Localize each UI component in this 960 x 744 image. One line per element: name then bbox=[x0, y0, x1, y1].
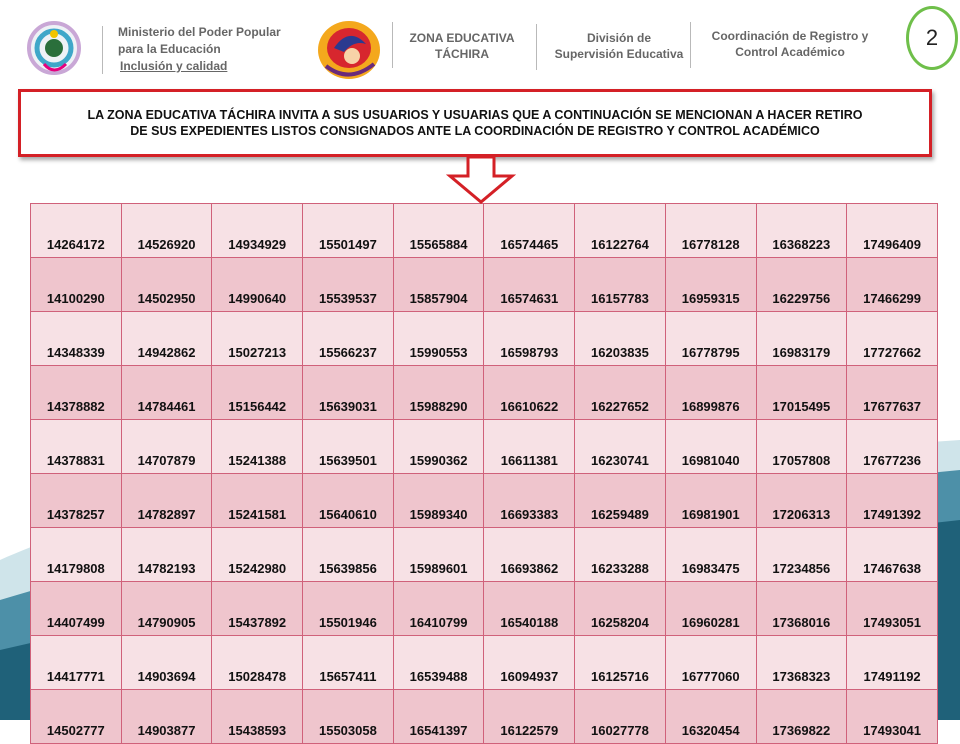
table-cell: 16539488 bbox=[393, 636, 484, 690]
table-cell: 15438593 bbox=[212, 690, 303, 744]
notice-banner bbox=[18, 89, 932, 157]
table-cell: 15539537 bbox=[303, 258, 394, 312]
table-row bbox=[31, 474, 938, 528]
table-cell: 16574631 bbox=[484, 258, 575, 312]
ministerio-logo bbox=[26, 20, 82, 82]
notice-line-2: DE SUS EXPEDIENTES LISTOS CONSIGNADOS ANTE LA COORDINACIÓN DE REGISTRO Y CONTROL ACADÉMICO bbox=[130, 124, 820, 138]
table-cell: 16960281 bbox=[665, 582, 756, 636]
header-divider bbox=[690, 22, 691, 68]
table-cell: 16611381 bbox=[484, 420, 575, 474]
table-cell: 15156442 bbox=[212, 366, 303, 420]
table-row bbox=[31, 258, 938, 312]
table-row bbox=[31, 528, 938, 582]
table-row bbox=[31, 312, 938, 366]
table-cell: 16541397 bbox=[393, 690, 484, 744]
table-cell: 16094937 bbox=[484, 636, 575, 690]
table-cell: 14348339 bbox=[31, 312, 122, 366]
table-cell: 16027778 bbox=[575, 690, 666, 744]
table-cell: 16981040 bbox=[665, 420, 756, 474]
table-cell: 15988290 bbox=[393, 366, 484, 420]
table-cell: 15241581 bbox=[212, 474, 303, 528]
table-cell: 14784461 bbox=[121, 366, 212, 420]
header-divider bbox=[102, 26, 103, 74]
table-cell: 14502950 bbox=[121, 258, 212, 312]
table-cell: 15640610 bbox=[303, 474, 394, 528]
division-title bbox=[546, 30, 692, 62]
table-cell: 15501946 bbox=[303, 582, 394, 636]
ministerio-line-2: para la Educación bbox=[118, 42, 221, 56]
table-cell: 16959315 bbox=[665, 258, 756, 312]
table-cell: 16777060 bbox=[665, 636, 756, 690]
table-row bbox=[31, 690, 938, 744]
table-cell: 17057808 bbox=[756, 420, 847, 474]
table-cell: 15639501 bbox=[303, 420, 394, 474]
table-cell: 15565884 bbox=[393, 204, 484, 258]
table-cell: 17493041 bbox=[847, 690, 938, 744]
table-cell: 17466299 bbox=[847, 258, 938, 312]
table-cell: 15989340 bbox=[393, 474, 484, 528]
header bbox=[0, 0, 960, 88]
table-cell: 16778128 bbox=[665, 204, 756, 258]
expedientes-table bbox=[30, 203, 938, 744]
table-cell: 16368223 bbox=[756, 204, 847, 258]
header-divider bbox=[536, 24, 537, 70]
table-cell: 14942862 bbox=[121, 312, 212, 366]
table-cell: 14903877 bbox=[121, 690, 212, 744]
ministerio-text bbox=[118, 24, 308, 75]
table-cell: 16233288 bbox=[575, 528, 666, 582]
ministerio-line-1: Ministerio del Poder Popular bbox=[118, 25, 281, 39]
table-cell: 14100290 bbox=[31, 258, 122, 312]
notice-text bbox=[87, 107, 862, 139]
table-cell: 15566237 bbox=[303, 312, 394, 366]
table-cell: 17677637 bbox=[847, 366, 938, 420]
table-cell: 14407499 bbox=[31, 582, 122, 636]
table-cell: 16610622 bbox=[484, 366, 575, 420]
table-cell: 15242980 bbox=[212, 528, 303, 582]
table-cell: 14782193 bbox=[121, 528, 212, 582]
table-cell: 17491392 bbox=[847, 474, 938, 528]
table-cell: 14264172 bbox=[31, 204, 122, 258]
zona-line-1: ZONA EDUCATIVA bbox=[409, 31, 515, 45]
table-cell: 17369822 bbox=[756, 690, 847, 744]
table-cell: 17727662 bbox=[847, 312, 938, 366]
table-cell: 17467638 bbox=[847, 528, 938, 582]
table-cell: 17677236 bbox=[847, 420, 938, 474]
table-cell: 15857904 bbox=[393, 258, 484, 312]
table-cell: 15990362 bbox=[393, 420, 484, 474]
zona-educativa-logo bbox=[314, 18, 384, 82]
division-line-2: Supervisión Educativa bbox=[554, 47, 684, 61]
coord-line-1: Coordinación de Registro y bbox=[711, 29, 869, 43]
table-cell: 15657411 bbox=[303, 636, 394, 690]
down-arrow-icon bbox=[446, 156, 516, 204]
table-cell: 16320454 bbox=[665, 690, 756, 744]
table-row bbox=[31, 636, 938, 690]
table-cell: 17493051 bbox=[847, 582, 938, 636]
table-cell: 14502777 bbox=[31, 690, 122, 744]
table-row bbox=[31, 582, 938, 636]
table-cell: 17015495 bbox=[756, 366, 847, 420]
table-cell: 15503058 bbox=[303, 690, 394, 744]
table-cell: 17496409 bbox=[847, 204, 938, 258]
coordinacion-title bbox=[700, 28, 880, 60]
table-cell: 16981901 bbox=[665, 474, 756, 528]
table-cell: 16229756 bbox=[756, 258, 847, 312]
table-cell: 16778795 bbox=[665, 312, 756, 366]
table-cell: 14903694 bbox=[121, 636, 212, 690]
table-cell: 14378882 bbox=[31, 366, 122, 420]
table-cell: 17206313 bbox=[756, 474, 847, 528]
coord-line-2: Control Académico bbox=[735, 45, 845, 59]
table-cell: 14378831 bbox=[31, 420, 122, 474]
table-cell: 14707879 bbox=[121, 420, 212, 474]
table-cell: 16598793 bbox=[484, 312, 575, 366]
table-cell: 16574465 bbox=[484, 204, 575, 258]
notice-line-1: LA ZONA EDUCATIVA TÁCHIRA INVITA A SUS USUARIOS Y USUARIAS QUE A CONTINUACIÓN SE MENCIONAN A HACER RETIRO bbox=[87, 108, 863, 122]
table-cell: 15437892 bbox=[212, 582, 303, 636]
table-cell: 14417771 bbox=[31, 636, 122, 690]
table-cell: 17491192 bbox=[847, 636, 938, 690]
zona-line-2: TÁCHIRA bbox=[435, 47, 489, 61]
table-cell: 16227652 bbox=[575, 366, 666, 420]
table-cell: 16693383 bbox=[484, 474, 575, 528]
table-row bbox=[31, 366, 938, 420]
table-cell: 16230741 bbox=[575, 420, 666, 474]
table-row bbox=[31, 204, 938, 258]
header-divider bbox=[392, 22, 393, 68]
table-cell: 14179808 bbox=[31, 528, 122, 582]
table-cell: 16983475 bbox=[665, 528, 756, 582]
table-cell: 16122579 bbox=[484, 690, 575, 744]
table-cell: 16693862 bbox=[484, 528, 575, 582]
table-cell: 16203835 bbox=[575, 312, 666, 366]
table-cell: 15639856 bbox=[303, 528, 394, 582]
table-cell: 14526920 bbox=[121, 204, 212, 258]
page-number: 2 bbox=[906, 6, 958, 70]
table-cell: 16899876 bbox=[665, 366, 756, 420]
zona-educativa-title bbox=[400, 30, 524, 62]
table-cell: 15990553 bbox=[393, 312, 484, 366]
table-cell: 16122764 bbox=[575, 204, 666, 258]
table-cell: 17234856 bbox=[756, 528, 847, 582]
table-cell: 15989601 bbox=[393, 528, 484, 582]
table-cell: 15028478 bbox=[212, 636, 303, 690]
table-cell: 14378257 bbox=[31, 474, 122, 528]
table-cell: 16410799 bbox=[393, 582, 484, 636]
table-cell: 14790905 bbox=[121, 582, 212, 636]
table-cell: 14782897 bbox=[121, 474, 212, 528]
table-cell: 17368323 bbox=[756, 636, 847, 690]
table-cell: 16125716 bbox=[575, 636, 666, 690]
division-line-1: División de bbox=[586, 31, 651, 45]
table-cell: 17368016 bbox=[756, 582, 847, 636]
table-row bbox=[31, 420, 938, 474]
table-cell: 16258204 bbox=[575, 582, 666, 636]
ministerio-line-3: Inclusión y calidad bbox=[120, 59, 228, 73]
table-cell: 14990640 bbox=[212, 258, 303, 312]
table-cell: 15027213 bbox=[212, 312, 303, 366]
table-cell: 15501497 bbox=[303, 204, 394, 258]
table-cell: 16540188 bbox=[484, 582, 575, 636]
table-cell: 16259489 bbox=[575, 474, 666, 528]
table-cell: 15639031 bbox=[303, 366, 394, 420]
table-cell: 15241388 bbox=[212, 420, 303, 474]
table-cell: 16157783 bbox=[575, 258, 666, 312]
table-cell: 16983179 bbox=[756, 312, 847, 366]
table-cell: 14934929 bbox=[212, 204, 303, 258]
